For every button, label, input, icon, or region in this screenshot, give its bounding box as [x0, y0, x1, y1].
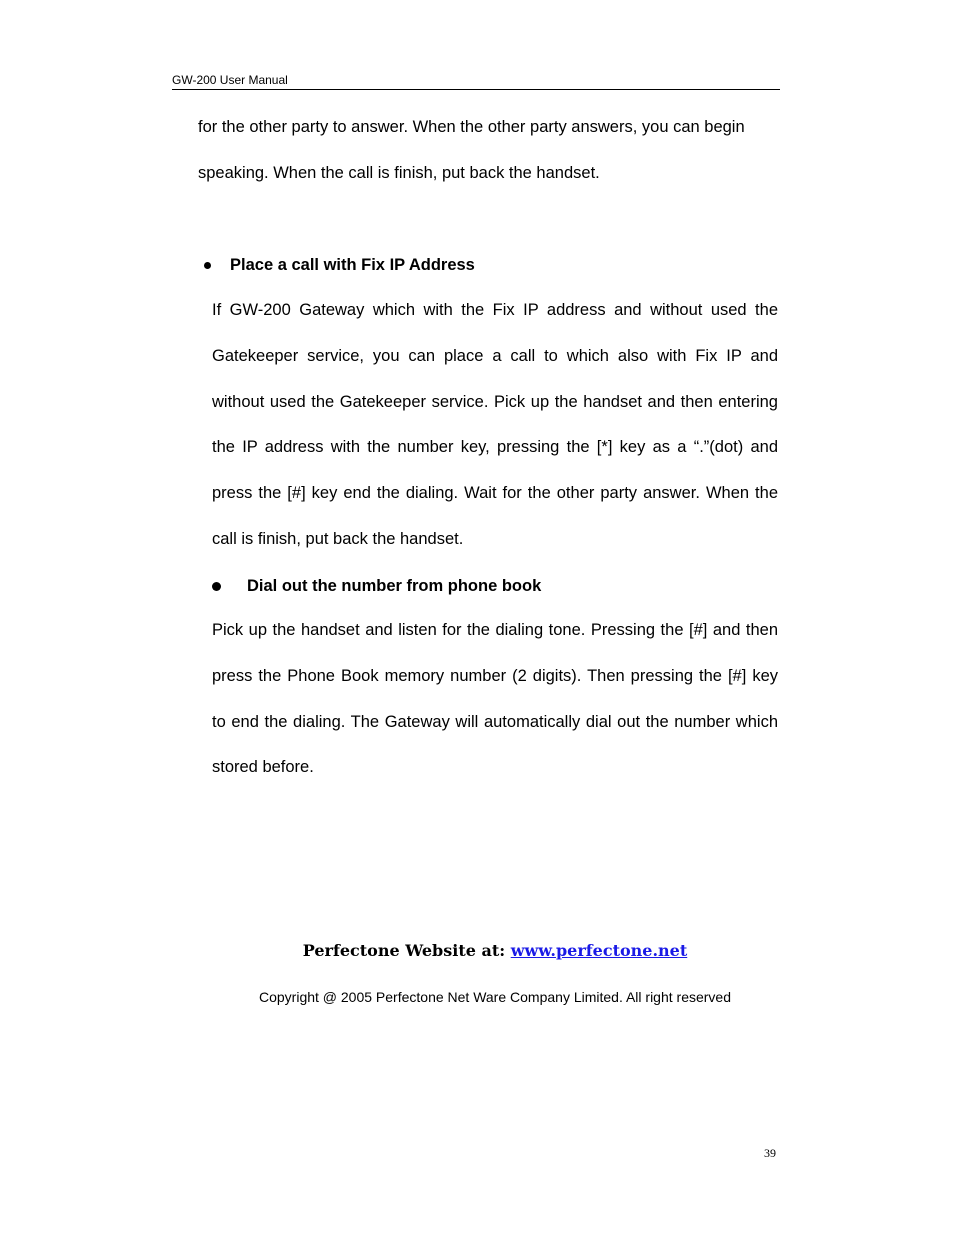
bullet-icon	[212, 582, 221, 591]
intro-line-1: for the other party to answer. When the other party answers, you can begin	[198, 118, 745, 136]
page-header	[172, 71, 780, 90]
section-fix-ip-title: Place a call with Fix IP Address	[230, 255, 475, 274]
section-phone-book-title: Dial out the number from phone book	[247, 576, 542, 595]
footer-website-label: Perfectone Website at:	[302, 941, 511, 960]
copyright-notice: Copyright @ 2005 Perfectone Net Ware Company Limited. All right reserved	[258, 989, 732, 1005]
section-phone-book-body: Pick up the handset and listen for the dialing tone. Pressing the [#] and then press the Phone Book memory number (2 digits). Then pressing the [#] key to end the dialing. The Gateway will automatically dial out the number which stored before.	[212, 621, 778, 777]
bullet-icon	[204, 262, 211, 269]
section-fix-ip-heading	[204, 254, 475, 276]
intro-line-2: speaking. When the call is finish, put back the handset.	[198, 163, 600, 182]
intro-paragraph	[198, 105, 778, 197]
section-phone-book-heading	[212, 575, 541, 597]
section-fix-ip-body: If GW-200 Gateway which with the Fix IP address and without used the Gatekeeper service, you can place a call to which also with Fix IP and without used the Gatekeeper service. Pick up the handset and then entering the IP address with the number key, pressing the [*] key as a “.”(dot) and press the [#] key end the dialing. Wait for the other party answer. When the call is finish, put back the handset.	[212, 301, 778, 548]
footer-website	[0, 938, 954, 964]
website-link[interactable]: www.perfectone.net	[510, 941, 688, 960]
page-number: 39	[764, 1146, 776, 1160]
header-title: GW-200 User Manual	[172, 73, 288, 87]
